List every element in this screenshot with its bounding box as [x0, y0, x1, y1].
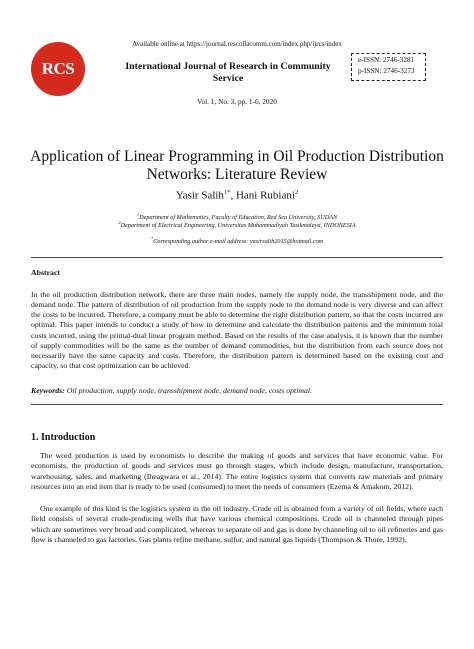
intro-paragraph-2: One example of this kind is the logistics system in the oil industry. Crude oil is obtained from a variety of oil fields, where each field consists of several crude-producing wells that have various chemical compositions. Crude oil is channeled through pipes which are sometimes very broad and complicated, whereas to separate oil and gas is done by channeling oil to oil refineries and gas flow is channeled to gas factories. Gas plants refine methane, sulfur, and natural gas liquids (Thompson & Thore, 1992). [31, 504, 443, 544]
affiliation-text: Department of Electrical Engineering, Universitas Muhammadiyah Tasikmalaya, INDONESIA [120, 222, 356, 230]
affiliation-text: Department of Mathematics, Faculty of Education, Red Sea University, SUDAN [139, 214, 338, 222]
divider-bottom [31, 404, 443, 405]
author-name: Hani Rubiani [235, 189, 295, 202]
section-heading-introduction: 1. Introduction [31, 432, 96, 443]
pissn: p-ISSN: 2746-3273 [358, 67, 415, 75]
affiliation-2 [0, 219, 474, 230]
availability-line: Available online at https://journal.rescollacomm.com/index.php/ijrcs/index [132, 40, 342, 48]
journal-logo [31, 42, 85, 96]
author-line [0, 189, 474, 202]
affiliation-sup: 1 [136, 212, 140, 217]
logo-text: RCS [41, 59, 75, 78]
eissn: e-ISSN: 2746-3281 [358, 56, 415, 64]
affiliation-sup: 2 [118, 220, 121, 225]
author-sup: 1* [223, 189, 231, 196]
abstract-text: In the oil production distribution network, there are three main nodes, namely the supply node, the transshipment node, and the demand node. The pattern of distribution of oil production from the supply node to the demand node is very diverse and can affect the costs to be incurred. Therefore, a company must be able to determine the right distribution pattern, so that the costs incurred are optimal. This paper intends to conduct a study of how to determine and calculate the distribution patterns and the minimum total costs incurred, using the primal-dual linear program method. Based on the results of the case analysis, it is known that the number of supply commodities will be the same as the number of demand commodities, but the distribution from each source does not necessarily have the same capacity and costs. Therefore, the distribution pattern is determined based on the existing cost and capacity, so that cost optimization can be achieved. [31, 290, 443, 371]
abstract-heading: Abstract [31, 268, 61, 277]
paper-title: Application of Linear Programming in Oil Production Distribution Networks: Literature Review [30, 148, 444, 183]
author-sup: 2 [294, 189, 299, 196]
author-separator: , [230, 189, 236, 202]
author-name: Yasir Salih [175, 189, 224, 202]
corresponding-author [0, 235, 474, 246]
journal-name: International Journal of Research in Community Service [125, 61, 331, 84]
corresponding-text: Corresponding author e-mail address: yasirsalih2015@hotmail.com [153, 238, 324, 246]
keywords-label: Keywords: [31, 386, 65, 395]
intro-paragraph-1: The word production is used by economists to describe the making of goods and services that have economic value. For economists, the production of goods and services must go through stages, which include design, manufacture, transportation, warehousing, sales, and marketing (Iheagwara et al., 2014). The entire logistics system that converts raw materials and primary resources into an end item that is ready to be used (consumed) to meet the needs of consumers (Ezema & Amakom, 2012). [31, 451, 443, 491]
keywords-line [31, 386, 443, 395]
divider-top [31, 257, 443, 258]
volume-info: Vol. 1, No. 3, pp. 1-6, 2020 [197, 97, 277, 106]
issn-box [351, 53, 426, 81]
keywords-text: Oil production, supply node, transshipment node, demand node, costs optimal. [64, 386, 313, 395]
corresponding-sup: * [150, 236, 154, 241]
